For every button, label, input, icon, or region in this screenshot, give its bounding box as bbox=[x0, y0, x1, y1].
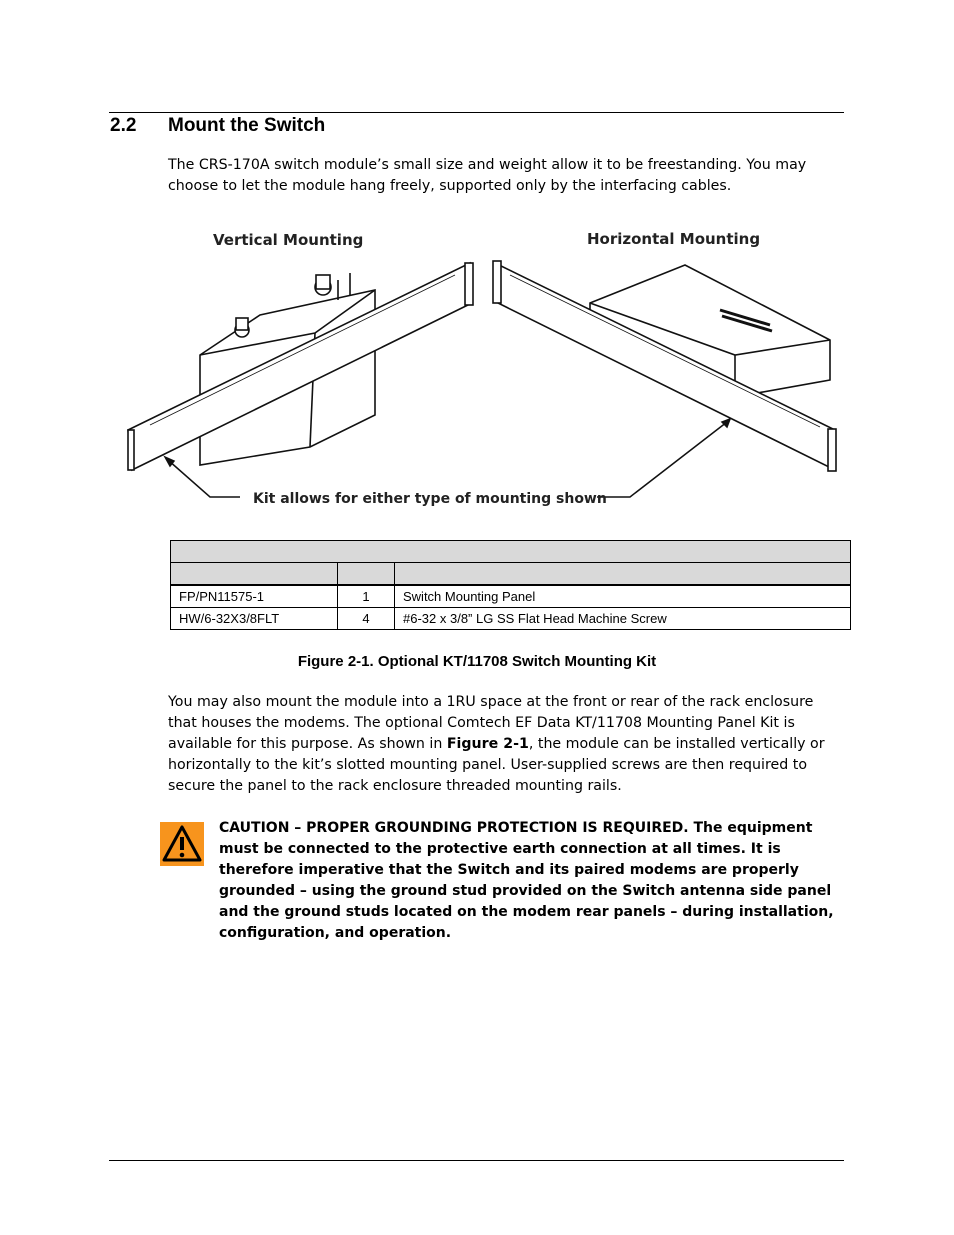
figure-caption: Figure 2-1. Optional KT/11708 Switch Mounting Kit bbox=[297, 653, 657, 670]
section-number: 2.2 bbox=[110, 115, 137, 136]
footer-rule bbox=[109, 1160, 844, 1161]
caution-text: CAUTION – PROPER GROUNDING PROTECTION IS REQUIRED. The equipment must be connected to the protective earth connection at all times. It is therefore imperative that the Switch and its paired modems are properly grounded – using the ground stud provided on the Switch antenna side panel and the ground studs located on the modem rear panels – during installation, configuration, and operation. bbox=[219, 820, 834, 941]
parts-table bbox=[170, 540, 851, 630]
part-number-cell: FP/PN11575-1 bbox=[171, 585, 338, 608]
horizontal-mounting-label: Horizontal Mounting bbox=[587, 230, 761, 248]
figure-reference: Figure 2-1 bbox=[446, 736, 529, 752]
description-cell: #6-32 x 3/8” LG SS Flat Head Machine Screw bbox=[395, 608, 851, 630]
quantity-cell: 1 bbox=[338, 585, 395, 608]
description-cell: Switch Mounting Panel bbox=[395, 585, 851, 608]
quantity-cell: 4 bbox=[338, 608, 395, 630]
mounting-paragraph: You may also mount the module into a 1RU space at the front or rear of the rack enclosure that houses the modems. The optional Comtech EF Data KT/11708 Mounting Panel Kit is available for this purpose. As shown in Figure 2-1, the module can be installed vertically or horizontally to the kit’s slotted mounting panel. User-supplied screws are then required to secure the panel to the rack enclosure threaded mounting rails. bbox=[168, 694, 825, 794]
vertical-mounting-label: Vertical Mounting bbox=[213, 231, 364, 249]
table-title-row bbox=[171, 541, 851, 563]
mounting-figure bbox=[110, 215, 845, 525]
table-row bbox=[171, 585, 851, 608]
table-header-row bbox=[171, 563, 851, 586]
section-heading bbox=[110, 115, 325, 137]
warning-triangle-icon bbox=[160, 822, 204, 866]
intro-paragraph: The CRS-170A switch module’s small size and weight allow it to be freestanding. You may choose to let the module hang freely, supported only by the interfacing cables. bbox=[168, 157, 807, 194]
table-row bbox=[171, 608, 851, 630]
header-rule bbox=[109, 112, 844, 113]
part-number-cell: HW/6-32X3/8FLT bbox=[171, 608, 338, 630]
section-title: Mount the Switch bbox=[168, 115, 326, 136]
mounting-callout-label: Kit allows for either type of mounting shown bbox=[253, 491, 607, 507]
